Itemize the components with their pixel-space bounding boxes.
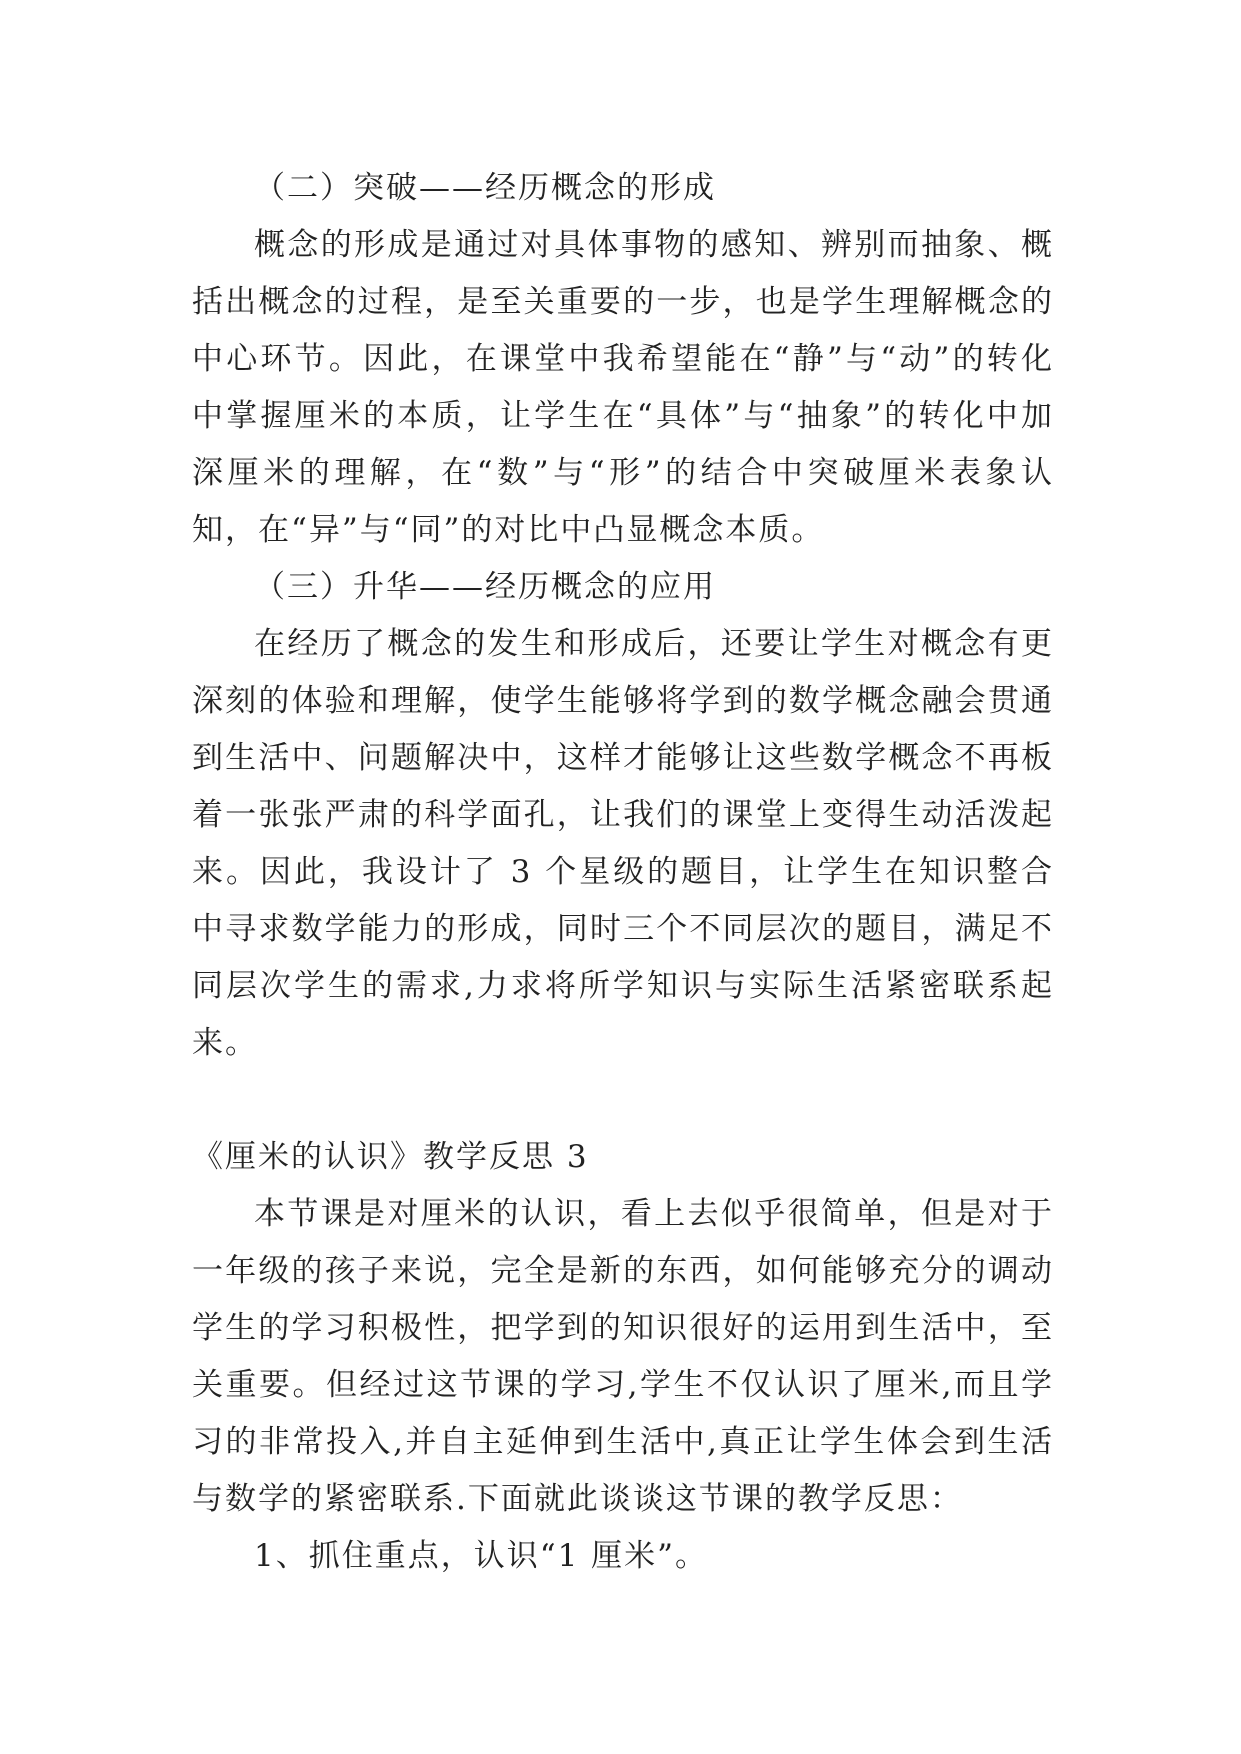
list-item-point-one: 1、抓住重点，认识“1 厘米”。 (254, 1538, 708, 1574)
paragraph-reflection-intro: 本节课是对厘米的认识，看上去似乎很简单，但是对于一年级的孩子来说，完全是新的东西，如何能够充分的调动学生的学习积极性，把学到的知识很好的运用到生活中，至关重要。但经过这节课的学习,学生不仅认识了厘米,而且学习的非常投入,并自主延伸到生活中,真正让学生体会到生活与数学的紧密联系.下面就此谈谈这节课的教学反思： (192, 1196, 1054, 1517)
paragraph-concept-formation: 概念的形成是通过对具体事物的感知、辨别而抽象、概括出概念的过程，是至关重要的一步，也是学生理解概念的中心环节。因此，在课堂中我希望能在“静”与“动”的转化中掌握厘米的本质，让学生在“具体”与“抽象”的转化中加深厘米的理解，在“数”与“形”的结合中突破厘米表象认知，在“异”与“同”的对比中凸显概念本质。 (192, 227, 1054, 548)
section-heading-breakthrough: （二）突破——经历概念的形成 (254, 170, 716, 206)
section-spacer (192, 1072, 1054, 1129)
document-body (192, 160, 1054, 1585)
reflection-title: 《厘米的认识》教学反思 3 (192, 1139, 589, 1175)
paragraph-concept-application: 在经历了概念的发生和形成后，还要让学生对概念有更深刻的体验和理解，使学生能够将学到的数学概念融会贯通到生活中、问题解决中，这样才能够让这些数学概念不再板着一张张严肃的科学面孔，让我们的课堂上变得生动活泼起来。因此，我设计了 3 个星级的题目，让学生在知识整合中寻求数学能力的形成，同时三个不同层次的题目，满足不同层次学生的需求,力求将所学知识与实际生活紧密联系起来。 (192, 626, 1054, 1061)
section-heading-sublimation: （三）升华——经历概念的应用 (254, 569, 716, 605)
